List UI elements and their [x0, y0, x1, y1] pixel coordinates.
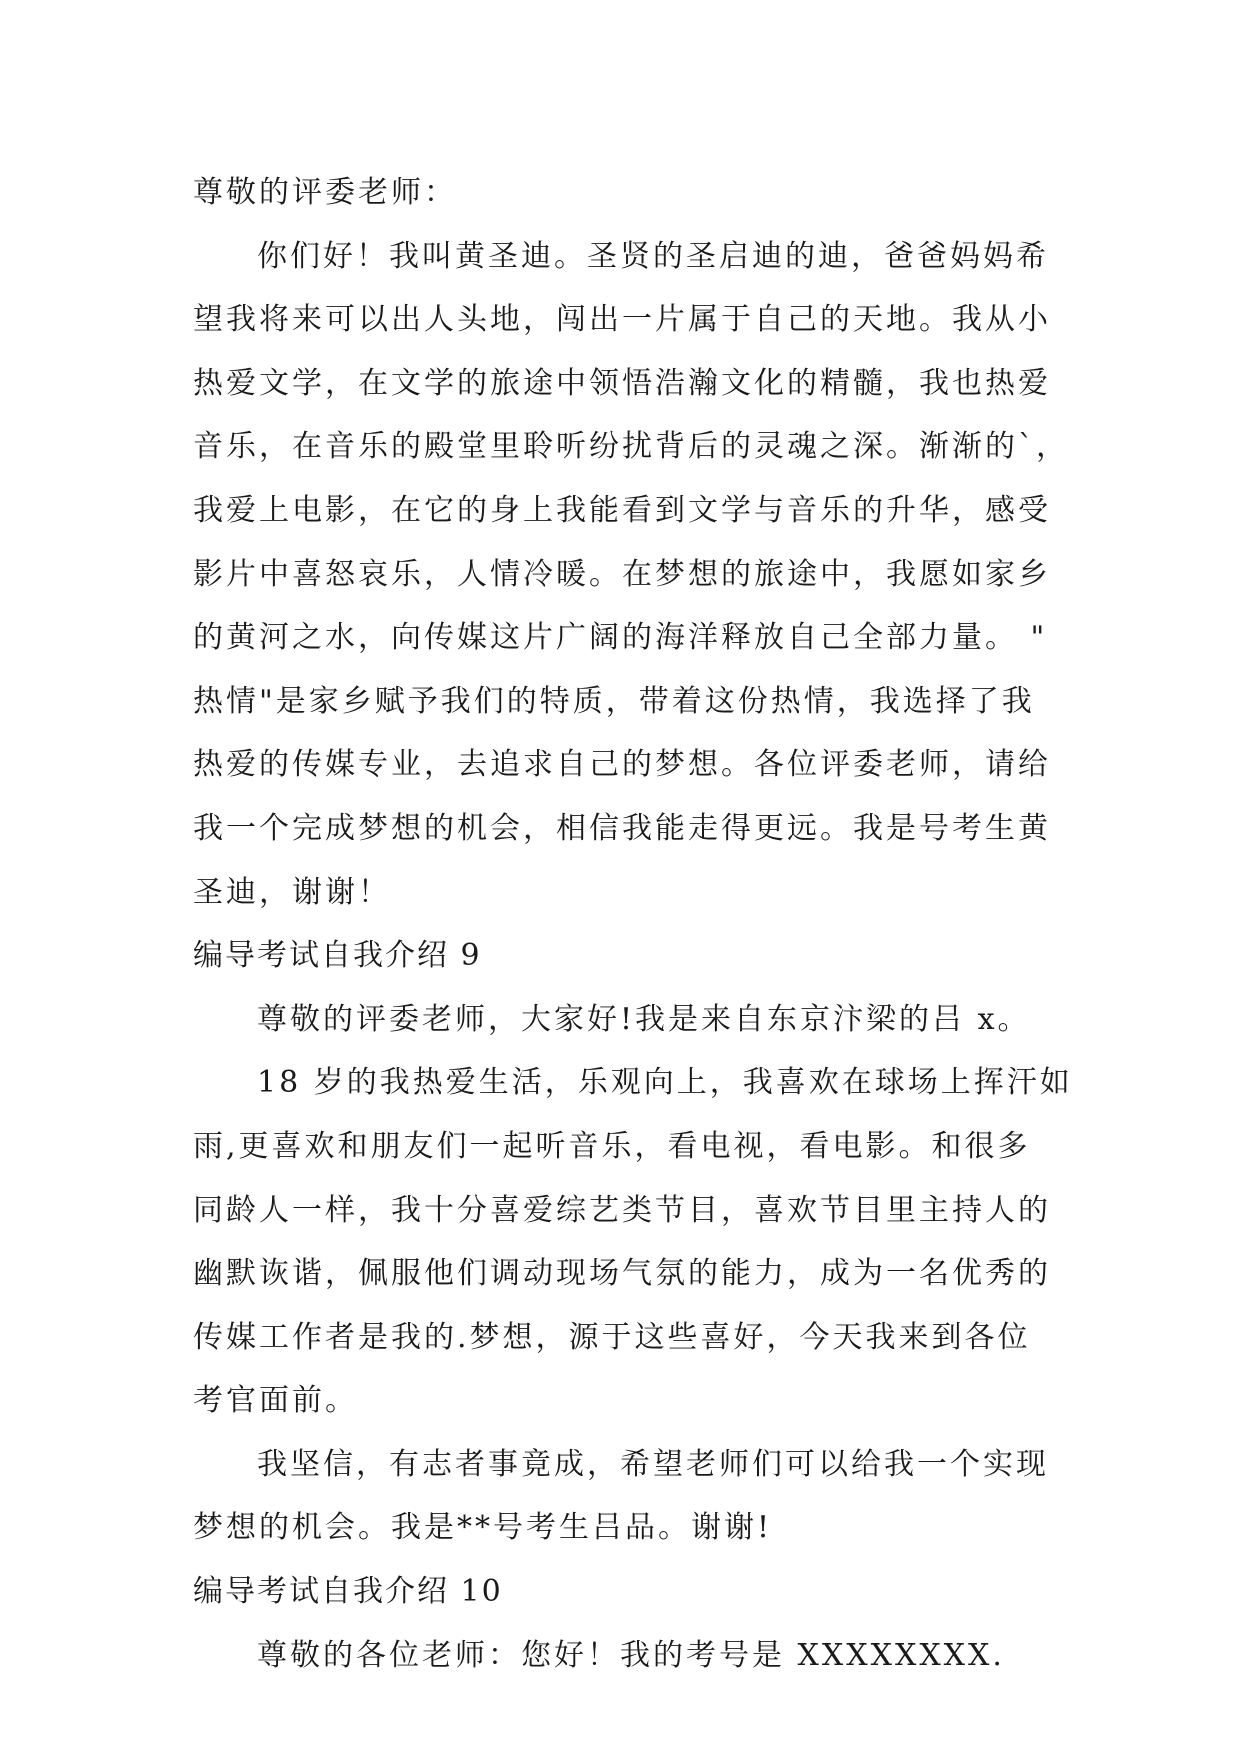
section9-greeting: 尊敬的评委老师，大家好!我是来自东京汴梁的吕 x。 — [257, 1001, 1031, 1037]
paragraph-line: 我一个完成梦想的机会，相信我能走得更远。我是号考生黄 — [193, 810, 1051, 846]
paragraph-line: 圣迪，谢谢！ — [193, 874, 391, 910]
paragraph-line: 热情"是家乡赋予我们的特质，带着这份热情，我选择了我 — [193, 683, 1035, 719]
paragraph-line: 音乐，在音乐的殿堂里聆听纷扰背后的灵魂之深。渐渐的`， — [193, 429, 1069, 465]
paragraph-line: 我坚信，有志者事竟成，希望老师们可以给我一个实现 — [257, 1446, 1049, 1482]
salutation: 尊敬的评委老师： — [193, 175, 457, 210]
intro-paragraph-1 — [193, 225, 1069, 925]
section-heading-9: 编导考试自我介绍 9 — [193, 938, 482, 974]
paragraph-line: 你们好！我叫黄圣迪。圣贤的圣启迪的迪，爸爸妈妈希 — [257, 238, 1049, 274]
paragraph-line: 望我将来可以出人头地，闯出一片属于自己的天地。我从小 — [193, 302, 1051, 338]
paragraph-line: 考官面前。 — [193, 1383, 358, 1419]
paragraph-line: 影片中喜怒哀乐，人情冷暖。在梦想的旅途中，我愿如家乡 — [193, 556, 1051, 592]
paragraph-line: 梦想的机会。我是**号考生吕品。谢谢! — [193, 1510, 773, 1546]
section9-paragraph-2 — [193, 1433, 1053, 1560]
paragraph-line: 雨,更喜欢和朋友们一起听音乐，看电视，看电影。和很多 — [193, 1128, 1031, 1164]
paragraph-line: 热爱文学，在文学的旅途中领悟浩瀚文化的精髓，我也热爱 — [193, 365, 1051, 401]
paragraph-line: 的黄河之水，向传媒这片广阔的海洋释放自己全部力量。 " — [193, 620, 1048, 656]
section9-paragraph-1 — [193, 1051, 1073, 1433]
paragraph-line: 传媒工作者是我的.梦想，源于这些喜好，今天我来到各位 — [193, 1319, 1031, 1355]
paragraph-line: 同龄人一样，我十分喜爱综艺类节目，喜欢节目里主持人的 — [193, 1192, 1051, 1228]
paragraph-line: 热爱的传媒专业，去追求自己的梦想。各位评委老师，请给 — [193, 747, 1051, 783]
paragraph-line: 我爱上电影，在它的身上我能看到文学与音乐的升华，感受 — [193, 492, 1051, 528]
document-body — [193, 161, 1073, 1687]
section10-greeting: 尊敬的各位老师：您好！我的考号是 XXXXXXXX. — [257, 1637, 1005, 1673]
paragraph-line: 幽默诙谐，佩服他们调动现场气氛的能力，成为一名优秀的 — [193, 1256, 1051, 1292]
paragraph-line: 18 岁的我热爱生活，乐观向上，我喜欢在球场上挥汗如 — [257, 1065, 1073, 1101]
section-heading-10: 编导考试自我介绍 10 — [193, 1574, 503, 1610]
